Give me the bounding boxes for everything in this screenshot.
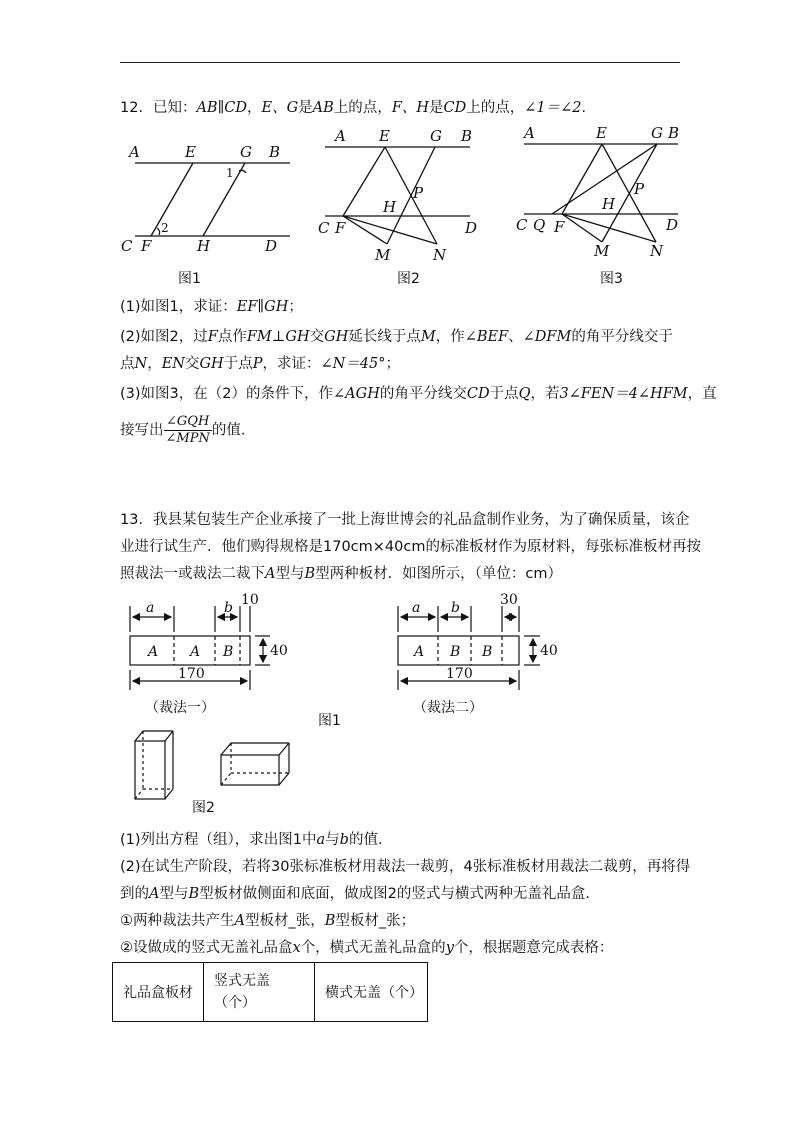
text: ； — [288, 299, 303, 315]
cell-A-2: A — [190, 644, 201, 660]
text: 是 — [429, 100, 444, 116]
text: 已知： — [152, 100, 197, 116]
math: F、H — [391, 100, 430, 116]
math: B — [324, 913, 336, 929]
math: ∠N＝45° — [320, 356, 386, 372]
math: ∠AGH — [333, 386, 380, 402]
dim-a-label: a — [146, 600, 155, 616]
figure-2-caption: 图2 — [397, 271, 420, 287]
q12-part-3-line-1 — [120, 384, 717, 404]
math: 3∠FEN＝4∠HFM — [559, 386, 688, 402]
cell-B-2: B — [482, 644, 493, 660]
q12-figure-2 — [315, 120, 495, 270]
text: 型与 — [275, 566, 305, 582]
figure-2-caption: 图2 — [192, 800, 215, 816]
waste-width-label: 30 — [500, 592, 518, 608]
label-D: D — [465, 219, 478, 237]
text: 型两种板材．如图所示，（单位：cm） — [315, 566, 562, 582]
table-header-cell: 礼品盒板材 — [113, 963, 204, 1022]
figure-3-caption: 图3 — [600, 271, 623, 287]
label-P: P — [413, 184, 424, 202]
height-label: 40 — [270, 643, 288, 659]
text: 照裁法一或裁法二裁下 — [120, 566, 265, 582]
label-A: A — [129, 143, 140, 161]
math: P — [252, 356, 263, 372]
cell-B-1: B — [223, 644, 234, 660]
figure-1-caption: 图1 — [178, 271, 201, 287]
q12-part-1 — [120, 297, 303, 317]
math: GH — [199, 356, 224, 372]
table-header-cell: 竖式无盖（个） — [204, 963, 315, 1022]
math: A — [149, 886, 160, 902]
length-label: 170 — [446, 666, 473, 682]
math: N — [134, 356, 148, 372]
math: GH — [324, 329, 349, 345]
label-A: A — [524, 124, 535, 142]
text: ②设做成的竖式无盖礼品盒 — [120, 940, 293, 956]
text: 的值. — [211, 422, 246, 439]
math: A — [234, 913, 245, 929]
label-D: D — [265, 237, 278, 255]
text: ，作 — [435, 329, 465, 345]
q13-part-1 — [120, 830, 383, 850]
label-M: M — [375, 246, 391, 264]
text: 交 — [184, 356, 200, 372]
label-E: E — [185, 143, 196, 161]
math: EF∥GH — [236, 299, 289, 315]
q13-part-2-line-1: (2)在试生产阶段，若将30张标准板材用裁法一裁剪，4张标准板材用裁法二裁剪，再将得 — [120, 859, 691, 875]
text: 于点 — [489, 386, 519, 402]
math: b — [339, 832, 349, 848]
q12-part-3-line-2 — [120, 414, 245, 447]
label-F: F — [554, 218, 565, 236]
label-G: G — [430, 127, 442, 145]
q13-sub-1 — [120, 911, 415, 931]
q12-figure-1 — [115, 125, 305, 285]
text: 于点 — [223, 356, 253, 372]
text: 个，横式无盖礼品盒的 — [300, 940, 446, 956]
math: EN — [161, 356, 185, 372]
text: ，直 — [687, 386, 717, 402]
label-M: M — [594, 242, 610, 260]
q13-line-2: 业进行试生产．他们购得规格是170cm×40cm的标准板材作为原材料，每张标准板材再按 — [120, 539, 701, 555]
label-H: H — [383, 198, 397, 216]
height-label: 40 — [540, 643, 558, 659]
text: 型板材_张； — [335, 913, 416, 929]
math: ∠DFM — [522, 329, 572, 345]
text: 点作 — [217, 329, 247, 345]
vertical-box — [135, 731, 173, 799]
math: A — [265, 566, 276, 582]
label-B: B — [461, 127, 473, 145]
text: 型板材_张， — [244, 913, 325, 929]
horizontal-box — [221, 743, 289, 785]
table-header-cell: 横式无盖（个） — [315, 963, 428, 1022]
math: y — [445, 940, 454, 956]
label-F: F — [335, 219, 346, 237]
text: 的角平分线交于 — [571, 329, 673, 345]
text: ，求证： — [262, 356, 321, 372]
dim-a-label: a — [412, 600, 421, 616]
label-G: G — [240, 143, 252, 161]
question-number: 12． — [120, 100, 153, 116]
text: ； — [385, 356, 401, 372]
text: 延长线于点 — [348, 329, 421, 345]
math: CD — [443, 100, 467, 116]
math: ∠1＝∠2 — [524, 100, 582, 116]
q12-part-2-line-1 — [120, 327, 673, 347]
text: 型板材做侧面和底面，做成图2的竖式与横式两种无盖礼品盒. — [199, 886, 590, 902]
q13-line-3 — [120, 564, 562, 584]
label-D: D — [666, 216, 679, 234]
text: ． — [581, 100, 597, 116]
math: B — [304, 566, 316, 582]
gift-box-figures — [125, 725, 300, 805]
label-C: C — [516, 216, 528, 234]
label-B: B — [668, 124, 680, 142]
text: 与 — [325, 832, 340, 848]
figure-1-caption: 图1 — [318, 713, 341, 729]
text: 的值. — [348, 832, 383, 848]
math: x — [292, 940, 301, 956]
q12-statement — [120, 98, 596, 118]
cell-A-1: A — [414, 644, 425, 660]
label-P: P — [634, 180, 645, 198]
label-G: G — [651, 124, 663, 142]
waste-width-label: 10 — [241, 592, 259, 608]
text: 上的点， — [333, 100, 392, 116]
method-2-caption: （裁法二） — [413, 700, 483, 716]
text: 是 — [298, 100, 313, 116]
math: Q — [518, 386, 531, 402]
angle-1-label: 1 — [226, 166, 234, 180]
math: E、G — [261, 100, 299, 116]
cell-A-1: A — [148, 644, 159, 660]
text: (2)如图2，过 — [120, 329, 208, 345]
label-N: N — [433, 246, 447, 264]
label-C: C — [121, 237, 133, 255]
q13-line-1: 13．我县某包装生产企业承接了一批上海世博会的礼品盒制作业务，为了确保质量，该企 — [120, 512, 690, 528]
label-B: B — [269, 143, 281, 161]
text: (3)如图3，在（2）的条件下，作 — [120, 386, 333, 402]
text: 上的点， — [466, 100, 525, 116]
text: 的角平分线交 — [379, 386, 467, 402]
label-Q: Q — [533, 216, 546, 234]
math: CD — [466, 386, 490, 402]
label-F: F — [141, 237, 152, 255]
q12-figure-3 — [510, 120, 690, 270]
text: ，若 — [530, 386, 560, 402]
q13-sub-2 — [120, 938, 613, 958]
label-C: C — [318, 219, 330, 237]
text: 到的 — [120, 886, 149, 902]
angle-2-label: 2 — [161, 221, 169, 235]
cell-B-1: B — [450, 644, 461, 660]
method-1-caption: （裁法一） — [145, 700, 215, 716]
math: M — [420, 329, 436, 345]
table-row — [113, 963, 428, 1022]
text: (1)列出方程（组），求出图1中 — [120, 832, 317, 848]
text: 个，根据题意完成表格： — [453, 940, 614, 956]
fraction-numerator: ∠GQH — [164, 414, 212, 431]
text: ， — [247, 100, 262, 116]
header-rule — [120, 62, 680, 63]
fraction-denominator: ∠MPN — [165, 431, 210, 446]
math: ∠BEF — [464, 329, 509, 345]
label-N: N — [650, 242, 664, 260]
text: 型与 — [159, 886, 189, 902]
label-E: E — [596, 124, 607, 142]
text: 点 — [120, 356, 135, 372]
math: F — [207, 329, 218, 345]
math: AB∥CD — [196, 100, 247, 116]
math: a — [316, 832, 326, 848]
label-A: A — [335, 127, 346, 145]
label-H: H — [602, 195, 616, 213]
math: AB — [312, 100, 334, 116]
fraction — [164, 414, 212, 447]
text: ①两种裁法共产生 — [120, 913, 235, 929]
q12-part-2-line-2 — [120, 354, 400, 374]
text: ， — [147, 356, 162, 372]
math: FM⊥GH — [246, 329, 310, 345]
dim-b-label: b — [451, 600, 460, 616]
text: (1)如图1，求证： — [120, 299, 237, 315]
label-H: H — [197, 237, 211, 255]
text: 接写出 — [120, 422, 164, 439]
length-label: 170 — [178, 666, 205, 682]
text: 交 — [309, 329, 325, 345]
math: B — [188, 886, 200, 902]
text: 、 — [508, 329, 523, 345]
dim-b-label: b — [224, 600, 233, 616]
label-E: E — [379, 127, 390, 145]
gift-box-table — [112, 962, 428, 1022]
q13-part-2-line-2 — [120, 884, 590, 904]
